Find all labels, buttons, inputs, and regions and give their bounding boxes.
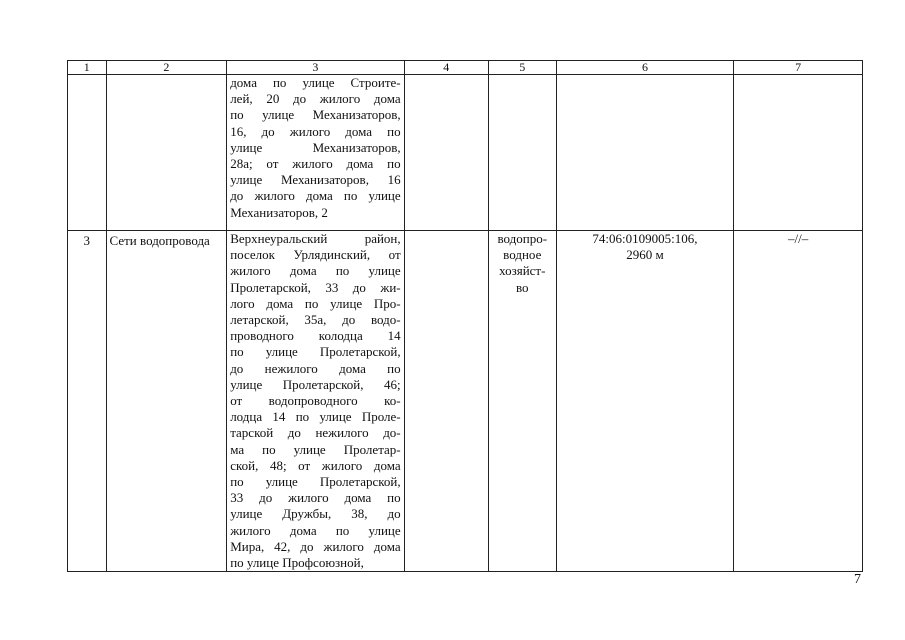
text-line: 2960 м bbox=[626, 247, 664, 263]
header-cell: 6 bbox=[556, 61, 733, 75]
page-number: 7 bbox=[854, 572, 861, 587]
text-line: улице Механизаторов, bbox=[230, 139, 401, 155]
text-line: жилого дома по улице bbox=[230, 263, 401, 279]
address-cell bbox=[227, 75, 404, 231]
row-number-cell: 3 bbox=[68, 231, 107, 572]
object-name-cell bbox=[106, 75, 227, 231]
text-line: тарской до нежилого до- bbox=[230, 425, 401, 441]
text-line: улице Дружбы, 38, до bbox=[230, 506, 401, 522]
text-line: 74:06:0109005:106, bbox=[592, 231, 698, 246]
header-cell: 5 bbox=[488, 61, 556, 75]
document-table bbox=[67, 60, 863, 572]
text-line: по улице Пролетарской, bbox=[230, 344, 401, 360]
text-line: Верхнеуральский район, bbox=[230, 231, 401, 246]
cadastral-cell bbox=[556, 75, 733, 231]
text-line: ской, 48; от жилого дома bbox=[230, 457, 401, 473]
text-line: по улице Профсоюзной, bbox=[230, 555, 364, 571]
col7-cell bbox=[734, 75, 863, 231]
purpose-cell bbox=[488, 231, 556, 572]
text-line: летарской, 35а, до водо- bbox=[230, 312, 401, 328]
text-line: Мира, 42, до жилого дома bbox=[230, 538, 401, 554]
table-row bbox=[68, 231, 863, 572]
text-line: от водопроводного ко- bbox=[230, 393, 401, 409]
text-line: 33 до жилого дома по bbox=[230, 490, 401, 506]
text-line: по улице Механизаторов, bbox=[230, 107, 401, 123]
text-line: лодца 14 по улице Проле- bbox=[230, 409, 401, 425]
header-cell: 7 bbox=[734, 61, 863, 75]
text-line: жилого дома по улице bbox=[230, 522, 401, 538]
text-line: во bbox=[515, 279, 529, 295]
text-line: улице Пролетарской, 46; bbox=[230, 376, 401, 392]
text-line: по улице Пролетарской, bbox=[230, 474, 401, 490]
text-line: Пролетарской, 33 до жи- bbox=[230, 279, 401, 295]
address-cell bbox=[227, 231, 404, 572]
text-line: лей, 20 до жилого дома bbox=[230, 91, 401, 107]
text-line: водопро- bbox=[497, 231, 548, 246]
header-cell: 4 bbox=[404, 61, 488, 75]
text-line: дома по улице Строите- bbox=[230, 75, 401, 90]
text-line: 28а; от жилого дома по bbox=[230, 156, 401, 172]
text-line: проводного колодца 14 bbox=[230, 328, 401, 344]
col7-cell: –//– bbox=[734, 231, 863, 572]
row-number-cell bbox=[68, 75, 107, 231]
text-line: до нежилого дома по bbox=[230, 360, 401, 376]
text-line: 16, до жилого дома по bbox=[230, 123, 401, 139]
table-row bbox=[68, 75, 863, 231]
col4-cell bbox=[404, 231, 488, 572]
text-line: до жилого дома по улице bbox=[230, 188, 401, 204]
text-line: улице Механизаторов, 16 bbox=[230, 172, 401, 188]
header-cell: 2 bbox=[106, 61, 227, 75]
col4-cell bbox=[404, 75, 488, 231]
text-line: ма по улице Пролетар- bbox=[230, 441, 401, 457]
text-line: поселок Урлядинский, от bbox=[230, 247, 401, 263]
table-header-row bbox=[68, 61, 863, 75]
header-cell: 3 bbox=[227, 61, 404, 75]
object-name-cell: Сети водопровода bbox=[106, 231, 227, 572]
text-line: лого дома по улице Про- bbox=[230, 295, 401, 311]
purpose-cell bbox=[488, 75, 556, 231]
text-line: хозяйст- bbox=[499, 263, 546, 279]
cadastral-cell bbox=[556, 231, 733, 572]
text-line: Механизаторов, 2 bbox=[230, 204, 328, 220]
header-cell: 1 bbox=[68, 61, 107, 75]
text-line: водное bbox=[503, 247, 542, 263]
